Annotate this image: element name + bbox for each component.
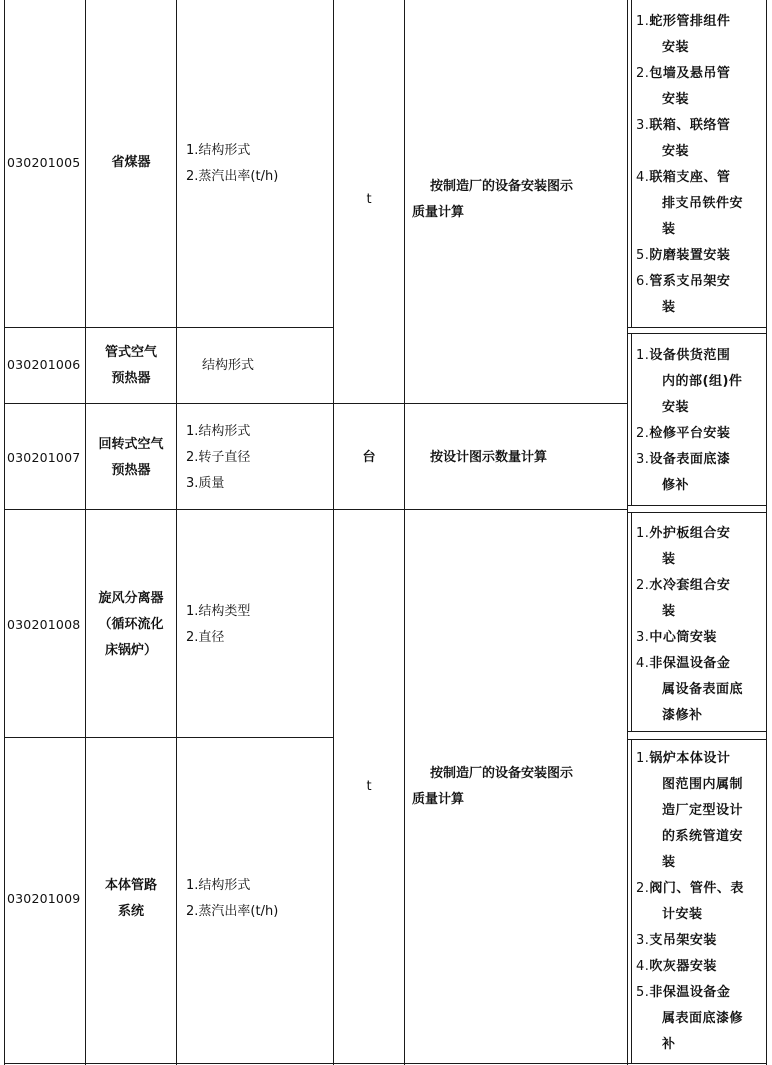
work-item-text: 锅炉本体设计	[649, 751, 731, 766]
item-features: 1.结构形式 2.蒸汽出率(t/h)	[186, 878, 279, 919]
work-item-line	[636, 746, 744, 772]
work-divider-2b	[627, 512, 767, 513]
work-item-line: 内的部(组)件	[662, 374, 743, 389]
item-code-030201008: 030201008	[7, 617, 81, 632]
unit-middle: 台	[362, 450, 376, 465]
work-item-line: 修补	[662, 478, 690, 493]
work-content-group-2	[636, 343, 742, 499]
work-item-line: 属设备表面底	[662, 682, 744, 697]
item-features: 1.结构形式 2.转子直径 3.质量	[186, 424, 251, 491]
work-divider-3b	[627, 739, 767, 740]
work-item-text: 检修平台安装	[649, 426, 731, 441]
calc-rule-bottom: 按制造厂的设备安装图示 质量计算	[412, 766, 574, 807]
grid-line-feature-unit	[333, 0, 334, 1065]
work-item-number: 4.	[636, 959, 650, 974]
item-name: 旋风分离器 （循环流化 床锅炉）	[98, 591, 164, 658]
work-item-line	[636, 421, 742, 447]
work-item-text: 联箱支座、管	[649, 170, 731, 185]
item-name: 回转式空气 预热器	[98, 437, 164, 478]
item-code-030201005: 030201005	[7, 155, 81, 170]
work-item-line	[636, 165, 743, 191]
work-item-text: 吹灰器安装	[649, 959, 717, 974]
work-item-line: 排支吊铁件安	[662, 196, 744, 211]
work-item-line: 安装	[662, 144, 690, 159]
row-divider-3	[4, 509, 334, 510]
work-item-text: 中心筒安装	[649, 630, 717, 645]
work-item-text: 非保温设备金	[649, 656, 731, 671]
work-item-line: 造厂定型设计	[662, 803, 744, 818]
work-content-group-4	[636, 746, 744, 1058]
item-features: 1.结构类型 2.直径	[186, 604, 251, 645]
grid-line-left	[4, 0, 5, 1065]
work-divider-1a	[627, 327, 767, 328]
work-item-number: 3.	[636, 118, 650, 133]
item-name: 省煤器	[111, 155, 151, 170]
item-code-030201006: 030201006	[7, 357, 81, 372]
calc-rule-top: 按制造厂的设备安装图示 质量计算	[412, 179, 574, 220]
work-item-text: 包墙及悬吊管	[649, 66, 731, 81]
work-inner-left-2	[631, 333, 632, 506]
row-divider-4	[4, 737, 334, 738]
item-name: 管式空气 预热器	[104, 345, 157, 386]
item-features: 结构形式	[202, 358, 255, 373]
work-item-number: 5.	[636, 985, 650, 1000]
work-item-line: 补	[662, 1037, 676, 1052]
work-item-text: 非保温设备金	[649, 985, 731, 1000]
work-item-number: 1.	[636, 14, 650, 29]
item-code-030201007: 030201007	[7, 450, 81, 465]
work-item-line	[636, 61, 743, 87]
work-item-line	[636, 954, 744, 980]
work-item-number: 2.	[636, 578, 650, 593]
unit-bottom: t	[366, 779, 372, 794]
work-item-line: 漆修补	[662, 708, 703, 723]
work-item-line: 装	[662, 552, 676, 567]
work-item-line	[636, 243, 743, 269]
work-item-line	[636, 447, 742, 473]
grid-line-name-feature	[176, 0, 177, 1065]
work-item-text: 外护板组合安	[649, 526, 731, 541]
work-inner-left-4	[631, 739, 632, 1064]
work-item-text: 设备表面底漆	[649, 452, 731, 467]
work-divider-2a	[627, 505, 767, 506]
work-inner-left-3	[631, 512, 632, 732]
work-item-number: 2.	[636, 881, 650, 896]
item-features: 1.结构形式 2.蒸汽出率(t/h)	[186, 143, 279, 184]
work-item-text: 支吊架安装	[649, 933, 717, 948]
work-item-number: 6.	[636, 274, 650, 289]
item-code-030201009: 030201009	[7, 891, 81, 906]
unit-rule-divider-top	[333, 403, 628, 404]
work-item-line: 图范围内属制	[662, 777, 744, 792]
work-item-line: 安装	[662, 92, 690, 107]
work-item-number: 2.	[636, 426, 650, 441]
work-item-number: 2.	[636, 66, 650, 81]
work-divider-3a	[627, 731, 767, 732]
work-item-line: 的系统管道安	[662, 829, 744, 844]
row-divider-2	[4, 403, 334, 404]
work-item-line	[636, 651, 743, 677]
work-item-line: 属表面底漆修	[662, 1011, 744, 1026]
work-item-number: 1.	[636, 751, 650, 766]
work-item-line: 装	[662, 855, 676, 870]
work-item-line	[636, 269, 743, 295]
work-item-number: 1.	[636, 348, 650, 363]
table-bottom-line	[4, 1063, 767, 1064]
work-item-number: 5.	[636, 248, 650, 263]
work-divider-1b	[627, 333, 767, 334]
unit-rule-divider-bottom	[333, 509, 628, 510]
work-item-line: 安装	[662, 40, 690, 55]
work-item-text: 水冷套组合安	[649, 578, 731, 593]
grid-line-right	[766, 0, 767, 1065]
work-inner-left-1	[631, 0, 632, 328]
work-item-line	[636, 9, 743, 35]
item-name: 本体管路 系统	[104, 878, 157, 919]
work-item-line	[636, 876, 744, 902]
work-item-line: 装	[662, 222, 676, 237]
work-item-line	[636, 625, 743, 651]
work-item-line: 安装	[662, 400, 690, 415]
work-item-number: 4.	[636, 656, 650, 671]
work-item-text: 蛇形管排组件	[649, 14, 731, 29]
work-item-number: 3.	[636, 630, 650, 645]
row-divider-1	[4, 327, 334, 328]
work-item-line	[636, 343, 742, 369]
work-item-line	[636, 113, 743, 139]
work-item-line	[636, 521, 743, 547]
work-item-line	[636, 980, 744, 1006]
work-item-line	[636, 928, 744, 954]
grid-line-rule-work	[627, 0, 628, 1065]
work-item-text: 防磨装置安装	[649, 248, 731, 263]
calc-rule-middle: 按设计图示数量计算	[430, 450, 548, 465]
work-item-text: 阀门、管件、表	[649, 881, 744, 896]
work-item-number: 3.	[636, 452, 650, 467]
work-item-text: 设备供货范围	[649, 348, 731, 363]
work-item-number: 3.	[636, 933, 650, 948]
work-content-group-1	[636, 9, 743, 321]
work-content-group-3	[636, 521, 743, 729]
work-item-line	[636, 573, 743, 599]
work-item-line: 计安装	[662, 907, 703, 922]
unit-top: t	[366, 192, 372, 207]
work-item-line: 装	[662, 604, 676, 619]
work-item-number: 4.	[636, 170, 650, 185]
work-item-text: 联箱、联络管	[649, 118, 731, 133]
work-item-line: 装	[662, 300, 676, 315]
work-item-text: 管系支吊架安	[649, 274, 731, 289]
grid-line-unit-rule	[404, 0, 405, 1065]
work-item-number: 1.	[636, 526, 650, 541]
